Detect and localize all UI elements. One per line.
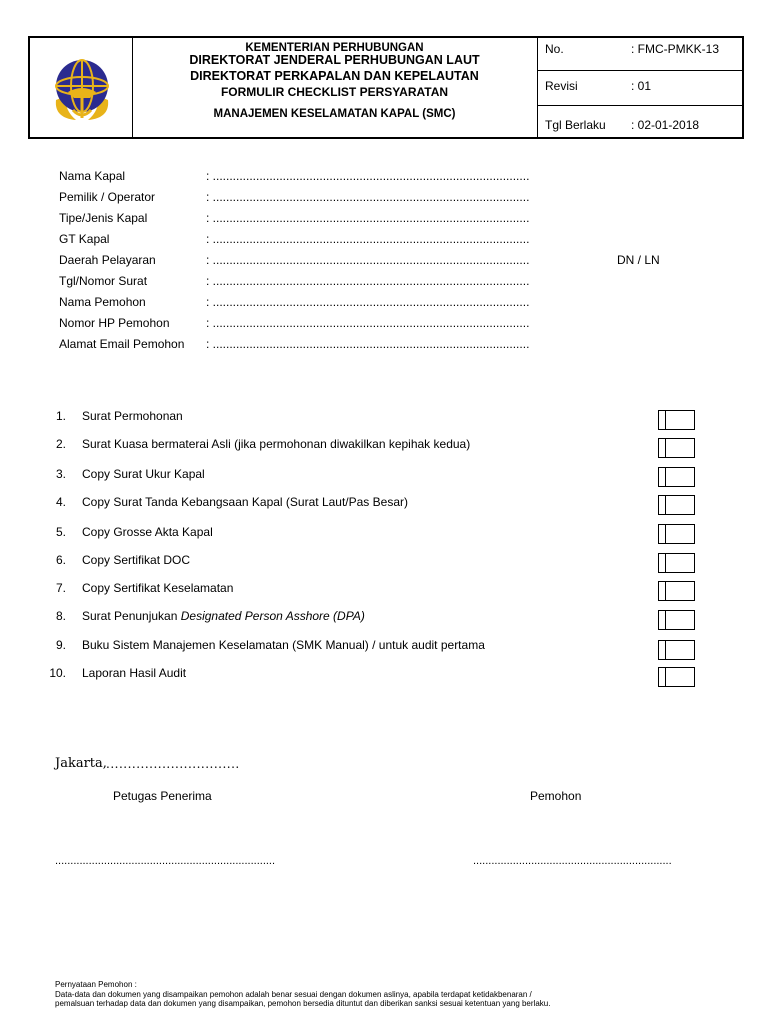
checklist-checkbox[interactable] bbox=[658, 438, 695, 458]
statement-line-2: pemalsuan terhadap data dan dokumen yang disampaikan, pemohon bersedia dituntut dan diberikan sanksi sesuai ketentuan yang berlaku. bbox=[55, 999, 551, 1008]
signature-place: Jakarta, bbox=[55, 756, 107, 771]
checklist-checkbox[interactable] bbox=[658, 495, 695, 515]
checklist-item: Buku Sistem Manajemen Keselamatan (SMK Manual) / untuk audit pertama bbox=[82, 638, 485, 652]
field-value-email[interactable]: : ............................................................................................... bbox=[206, 337, 530, 351]
receiver-signature-line[interactable]: ........................................................................ bbox=[55, 855, 276, 867]
header-directorate-general: DIREKTORAT JENDERAL PERHUBUNGAN LAUT bbox=[189, 53, 480, 67]
checklist-number: 6. bbox=[55, 553, 66, 567]
checklist-item-italic: Designated Person Asshore (DPA) bbox=[180, 609, 365, 623]
field-label-tgl-surat: Tgl/Nomor Surat bbox=[59, 274, 148, 288]
checklist-item bbox=[82, 609, 365, 623]
form-title: FORMULIR CHECKLIST PERSYARATAN bbox=[220, 85, 449, 99]
checklist-item: Surat Kuasa bermaterai Asli (jika permohonan diwakilkan kepihak kedua) bbox=[82, 437, 471, 451]
form-subtitle: MANAJEMEN KESELAMATAN KAPAL (SMC) bbox=[213, 108, 456, 120]
checklist-checkbox[interactable] bbox=[658, 524, 695, 544]
meta-revisi-value: : 01 bbox=[631, 79, 652, 93]
kemenhub-globe-anchor-icon bbox=[42, 48, 122, 128]
header-ministry: KEMENTERIAN PERHUBUNGAN bbox=[245, 42, 424, 54]
field-value-tgl-surat[interactable]: : ............................................................................................... bbox=[206, 274, 530, 288]
meta-revisi-label: Revisi bbox=[545, 79, 578, 93]
field-label-gt: GT Kapal bbox=[59, 232, 110, 246]
checklist-item-text: Surat Penunjukan bbox=[82, 609, 181, 623]
field-label-tipe: Tipe/Jenis Kapal bbox=[59, 211, 148, 225]
meta-tgl-label: Tgl Berlaku bbox=[545, 118, 606, 132]
field-label-nama-pemohon: Nama Pemohon bbox=[59, 295, 146, 309]
field-label-daerah: Daerah Pelayaran bbox=[59, 253, 156, 267]
checklist-number: 5. bbox=[55, 525, 66, 539]
receiver-label: Petugas Penerima bbox=[113, 789, 212, 803]
checklist-checkbox[interactable] bbox=[658, 667, 695, 687]
signature-date-dots[interactable]: ............................... bbox=[106, 757, 240, 771]
field-label-hp: Nomor HP Pemohon bbox=[59, 316, 170, 330]
checklist-number: 10. bbox=[49, 666, 66, 680]
checklist-number: 3. bbox=[55, 467, 66, 481]
checklist-checkbox[interactable] bbox=[658, 467, 695, 487]
field-value-daerah[interactable]: : ............................................................................................... bbox=[206, 253, 530, 267]
field-label-pemilik: Pemilik / Operator bbox=[59, 190, 156, 204]
header-directorate: DIREKTORAT PERKAPALAN DAN KEPELAUTAN bbox=[190, 69, 479, 83]
field-value-hp[interactable]: : ............................................................................................... bbox=[206, 316, 530, 330]
checklist-item: Copy Surat Tanda Kebangsaan Kapal (Surat Laut/Pas Besar) bbox=[82, 495, 408, 509]
field-value-tipe[interactable]: : ............................................................................................... bbox=[206, 211, 530, 225]
checklist-item: Copy Sertifikat Keselamatan bbox=[82, 581, 234, 595]
field-label-email: Alamat Email Pemohon bbox=[59, 337, 185, 351]
checklist-number: 8. bbox=[55, 609, 66, 623]
checklist-item: Copy Surat Ukur Kapal bbox=[82, 467, 205, 481]
checklist-checkbox[interactable] bbox=[658, 581, 695, 601]
field-value-gt[interactable]: : ............................................................................................... bbox=[206, 232, 530, 246]
checklist-number: 4. bbox=[55, 495, 66, 509]
statement-line-1: Data-data dan dokumen yang disampaikan pemohon adalah benar sesuai dengan dokumen aslinya, apabila terdapat ketidakbenaran / bbox=[55, 990, 532, 999]
meta-no-value: : FMC-PMKK-13 bbox=[631, 42, 720, 56]
meta-tgl-value: : 02-01-2018 bbox=[631, 118, 700, 132]
checklist-number: 7. bbox=[55, 581, 66, 595]
checklist-item: Surat Permohonan bbox=[82, 409, 183, 423]
applicant-label: Pemohon bbox=[530, 789, 582, 803]
checklist-number: 9. bbox=[55, 638, 66, 652]
meta-no-label: No. bbox=[545, 42, 564, 56]
checklist-item: Copy Sertifikat DOC bbox=[82, 553, 191, 567]
field-value-pemilik[interactable]: : ............................................................................................... bbox=[206, 190, 530, 204]
field-label-nama-kapal: Nama Kapal bbox=[59, 169, 126, 183]
checklist-item: Copy Grosse Akta Kapal bbox=[82, 525, 213, 539]
checklist-checkbox[interactable] bbox=[658, 553, 695, 573]
applicant-signature-line[interactable]: ................................................................. bbox=[473, 855, 672, 867]
header-table bbox=[28, 36, 744, 139]
dn-ln-option: DN / LN bbox=[617, 253, 660, 267]
field-value-nama-pemohon[interactable]: : ............................................................................................... bbox=[206, 295, 530, 309]
checklist-number: 2. bbox=[55, 437, 66, 451]
field-value-nama-kapal[interactable]: : ............................................................................................... bbox=[206, 169, 530, 183]
checklist-checkbox[interactable] bbox=[658, 410, 695, 430]
checklist-item: Laporan Hasil Audit bbox=[82, 666, 187, 680]
ministry-logo bbox=[42, 48, 122, 128]
checklist-checkbox[interactable] bbox=[658, 610, 695, 630]
checklist-checkbox[interactable] bbox=[658, 640, 695, 660]
statement-title: Pernyataan Pemohon : bbox=[55, 980, 137, 989]
checklist-number: 1. bbox=[55, 409, 66, 423]
